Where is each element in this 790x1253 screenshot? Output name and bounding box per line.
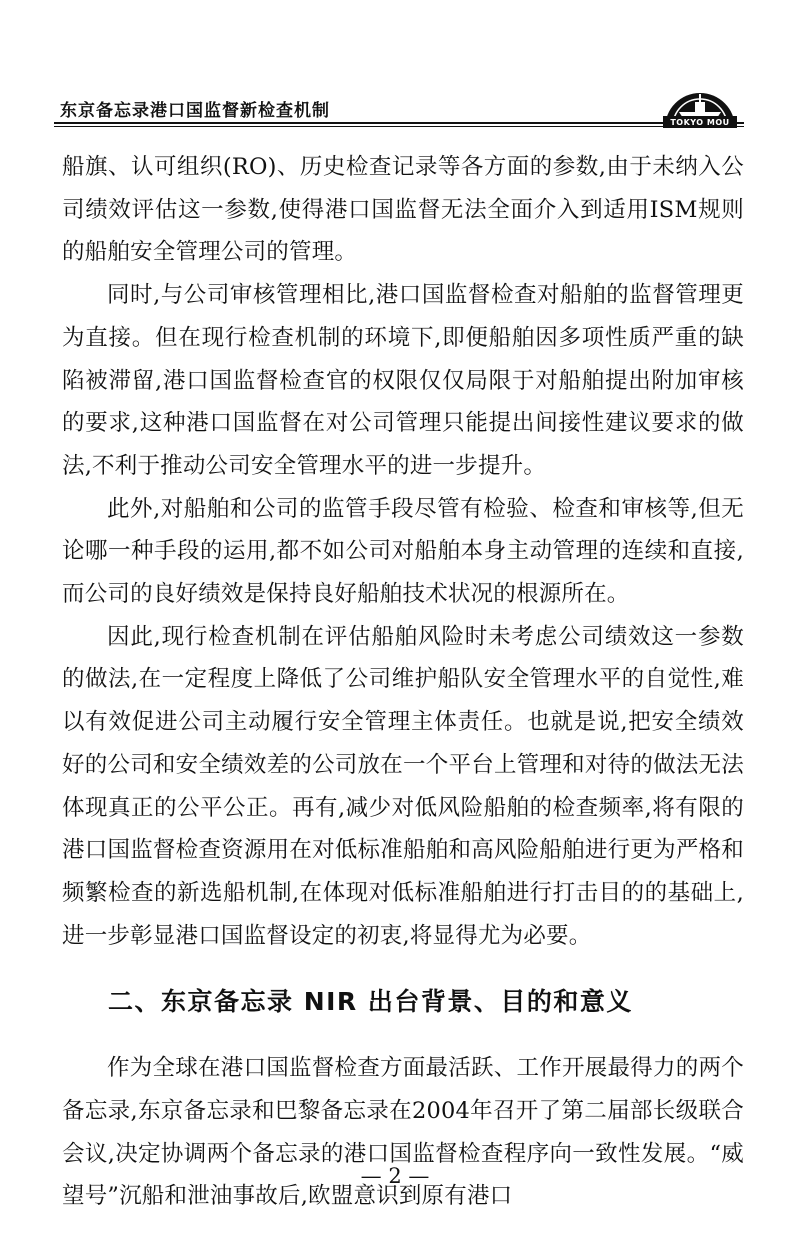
running-header [54,86,744,126]
book-title: 东京备忘录港口国监督新检查机制 [60,101,330,121]
logo-caption: TOKYO MOU [670,118,730,127]
page-number: — 2 — [360,1164,430,1188]
tokyo-mou-logo [661,78,739,134]
paragraph: 作为全球在港口国监督检查方面最活跃、工作开展最得力的两个备忘录,东京备忘录和巴黎备忘录在2004年召开了第二届部长级联合会议,决定协调两个备忘录的港口国监督检查程序向一致性发展。“威望号”沉船和泄油事故后,欧盟意识到原有港口 [62,1055,744,1210]
section-heading: 二、东京备忘录 NIR 出台背景、目的和意义 [108,987,633,1017]
paragraph: 同时,与公司审核管理相比,港口国监督检查对船舶的监督管理更为直接。但在现行检查机制的环境下,即便船舶因多项性质严重的缺陷被滞留,港口国监督检查官的权限仅仅局限于对船舶提出附加审核的要求,这种港口国监督在对公司管理只能提出间接性建议要求的做法,不利于推动公司安全管理水平的进一步提升。 [62,282,744,479]
body-text [62,146,744,1218]
paragraph: 因此,现行检查机制在评估船舶风险时未考虑公司绩效这一参数的做法,在一定程度上降低了公司维护船队安全管理水平的自觉性,难以有效促进公司主动履行安全管理主体责任。也就是说,把安全绩效好的公司和安全绩效差的公司放在一个平台上管理和对待的做法无法体现真正的公平公正。再有,减少对低风险船舶的检查频率,将有限的港口国监督检查资源用在对低标准船舶和高风险船舶进行更为严格和频繁检查的新选船机制,在体现对低标准船舶进行打击目的的基础上,进一步彰显港口国监督设定的初衷,将显得尤为必要。 [62,623,744,949]
paragraph: 船旗、认可组织(RO)、历史检查记录等各方面的参数,由于未纳入公司绩效评估这一参数,使得港口国监督无法全面介入到适用ISM规则的船舶安全管理公司的管理。 [62,154,744,266]
header-rule [54,122,744,127]
paragraph: 此外,对船舶和公司的监管手段尽管有检验、检查和审核等,但无论哪一种手段的运用,都不如公司对船舶本身主动管理的连续和直接,而公司的良好绩效是保持良好船舶技术状况的根源所在。 [62,495,744,608]
